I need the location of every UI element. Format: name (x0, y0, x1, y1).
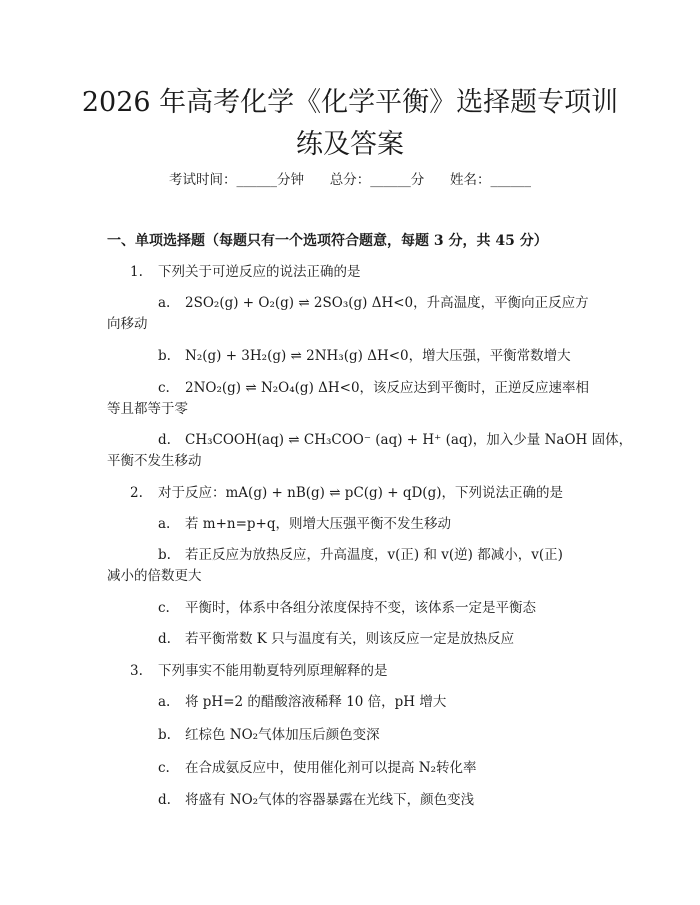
option-text: 红棕色 NO₂气体加压后颜色变深 (185, 727, 380, 743)
option-label: b. (158, 348, 171, 364)
question-stem: 对于反应：mA(g) + nB(g) ⇌ pC(g) + qD(g)，下列说法正确的是 (158, 485, 563, 501)
option-label: a. (158, 516, 171, 532)
question-stem: 下列关于可逆反应的说法正确的是 (158, 264, 361, 280)
question-number: 3. (130, 663, 143, 679)
option-label: d. (158, 631, 171, 647)
question-number: 2. (130, 485, 143, 501)
option-label: a. (158, 295, 171, 311)
option-text: 将 pH=2 的醋酸溶液稀释 10 倍，pH 增大 (185, 694, 447, 710)
option-text: 2SO₂(g) + O₂(g) ⇌ 2SO₃(g) ΔH<0，升高温度，平衡向正反应方 (185, 295, 589, 311)
option-text: CH₃COOH(aq) ⇌ CH₃COO⁻ (aq) + H⁺ (aq)，加入少量 NaOH 固体， (185, 432, 633, 448)
title-line-2: 练及答案 (296, 129, 404, 160)
exam-meta-line: 考试时间：______分钟 总分：______分 姓名：______ (169, 172, 531, 188)
option-text: 在合成氨反应中，使用催化剂可以提高 N₂转化率 (185, 760, 477, 776)
option-text-continued: 平衡不发生移动 (107, 453, 202, 469)
option-label: d. (158, 792, 171, 808)
option-text: 若 m+n=p+q，则增大压强平衡不发生移动 (185, 516, 452, 532)
option-label: b. (158, 547, 171, 563)
option-text: N₂(g) + 3H₂(g) ⇌ 2NH₃(g) ΔH<0，增大压强，平衡常数增大 (185, 348, 571, 364)
section-heading: 一、单项选择题（每题只有一个选项符合题意，每题 3 分，共 45 分） (107, 233, 548, 249)
title-line-1: 2026 年高考化学《化学平衡》选择题专项训 (81, 87, 619, 118)
option-label: a. (158, 694, 171, 710)
question-stem: 下列事实不能用勒夏特列原理解释的是 (158, 663, 388, 679)
option-label: c. (158, 760, 170, 776)
option-label: d. (158, 432, 171, 448)
option-label: c. (158, 600, 170, 616)
question-number: 1. (130, 264, 143, 280)
option-text: 将盛有 NO₂气体的容器暴露在光线下，颜色变浅 (185, 792, 475, 808)
option-text: 2NO₂(g) ⇌ N₂O₄(g) ΔH<0，该反应达到平衡时，正逆反应速率相 (185, 380, 590, 396)
option-text-continued: 减小的倍数更大 (107, 568, 202, 584)
option-label: c. (158, 380, 170, 396)
option-text: 平衡时，体系中各组分浓度保持不变，该体系一定是平衡态 (185, 600, 536, 616)
option-text: 若平衡常数 K 只与温度有关，则该反应一定是放热反应 (185, 631, 515, 647)
document-title (60, 82, 640, 166)
option-text: 若正反应为放热反应，升高温度，v(正) 和 v(逆) 都减小，v(正) (185, 547, 563, 563)
option-text-continued: 向移动 (107, 316, 148, 332)
option-label: b. (158, 727, 171, 743)
option-text-continued: 等且都等于零 (107, 401, 188, 417)
